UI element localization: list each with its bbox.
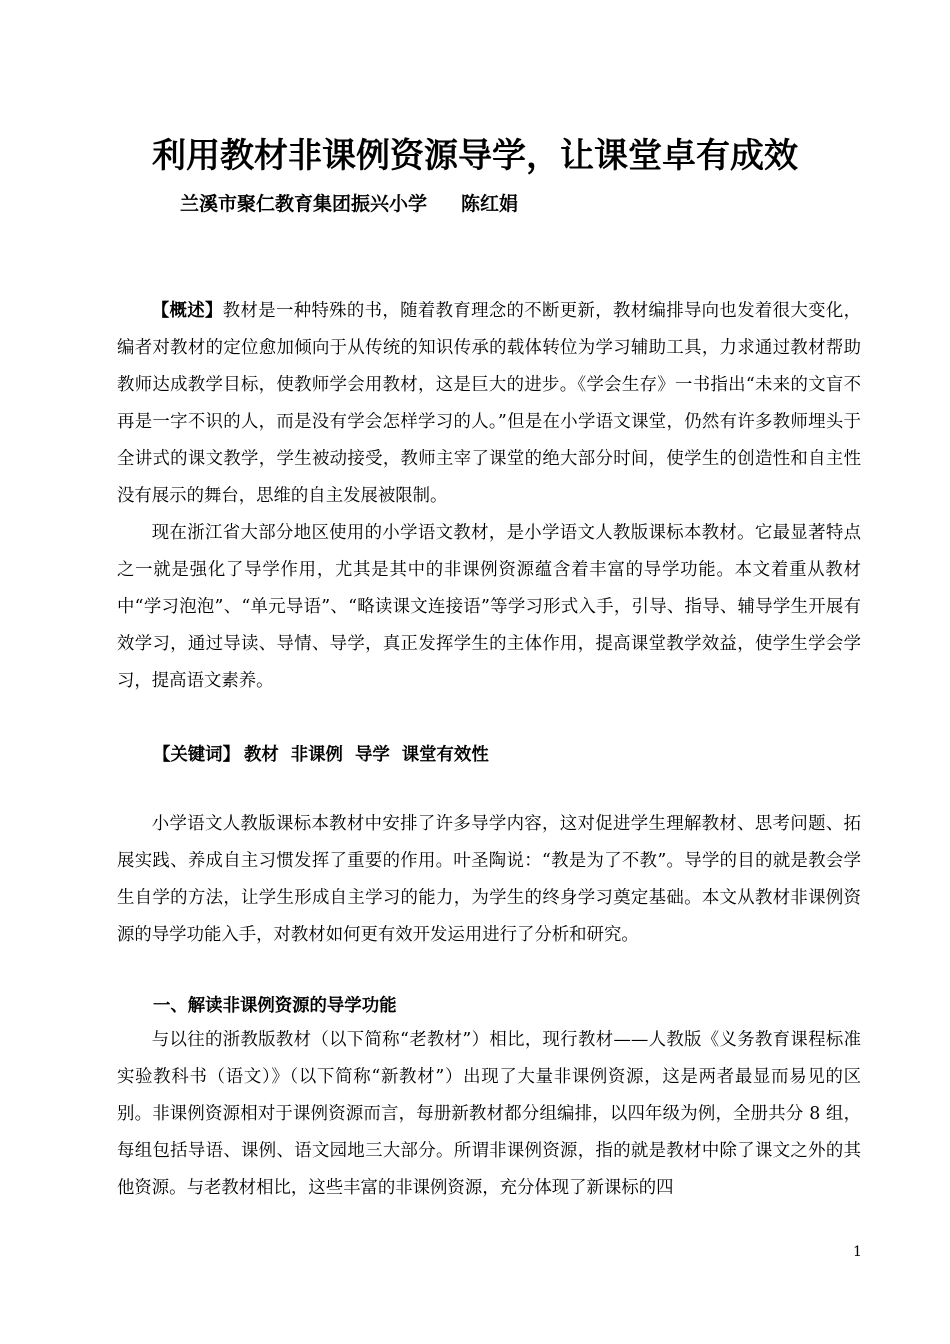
abstract-lead: 【概述】 <box>151 301 223 321</box>
intro-paragraph: 小学语文人教版课标本教材中安排了许多导学内容，这对促进学生理解教材、思考问题、拓展实践、养成自主习惯发挥了重要的作用。叶圣陶说：“教是为了不教”。导学的目的就是教会学生自学的方法，让学生形成自主学习的能力，为学生的终身学习奠定基础。本文从教材非课例资源的导学功能入手，对教材如何更有效开发运用进行了分析和研究。 <box>117 814 861 945</box>
section-paragraph-1: 与以往的浙教版教材（以下简称“老教材”）相比，现行教材——人教版《义务教育课程标准实验教科书（语文）》（以下简称“新教材”）出现了大量非课例资源，这是两者最显而易见的区别。非课例资源相对于课例资源而言，每册新教材都分组编排，以四年级为例，全册共分 8 组，每组包括导语、课例、语文园地三大部分。所谓非课例资源，指的就是教材中除了课文之外的其他资源。与老教材相比，这些丰富的非课例资源，充分体现了新课标的四 <box>117 1030 861 1198</box>
abstract-paragraph-1 <box>117 293 861 515</box>
document-title: 利用教材非课例资源导学，让课堂卓有成效 <box>152 136 798 176</box>
abstract-text-1: 教材是一种特殊的书，随着教育理念的不断更新，教材编排导向也发着很大变化，编者对教材的定位愈加倾向于从传统的知识传承的载体转位为学习辅助工具，力求通过教材帮助教师达成教学目标，使教师学会用教材，这是巨大的进步。《学会生存》一书指出“未来的文盲不再是一字不识的人，而是没有学会怎样学习的人。”但是在小学语文课堂，仍然有许多教师埋头于全讲式的课文教学，学生被动接受，教师主宰了课堂的绝大部分时间，使学生的创造性和自主性没有展示的舞台，思维的自主发展被限制。 <box>117 301 861 506</box>
abstract-section <box>117 293 861 700</box>
keyword-item: 课堂有效性 <box>401 745 489 765</box>
keywords-lead: 【关键词】 <box>153 745 240 765</box>
author-line <box>180 189 518 216</box>
author-school: 兰溪市聚仁教育集团振兴小学 <box>180 193 428 215</box>
keyword-item: 非课例 <box>290 745 343 765</box>
section-heading: 一、解读非课例资源的导学功能 <box>153 996 397 1016</box>
keyword-item: 导学 <box>354 745 390 765</box>
keywords-line <box>153 737 501 774</box>
abstract-paragraph-2: 现在浙江省大部分地区使用的小学语文教材，是小学语文人教版课标本教材。它最显著特点之一就是强化了导学作用，尤其是其中的非课例资源蕴含着丰富的导学功能。本文着重从教材中“学习泡泡”、“单元导语”、“略读课文连接语”等学习形式入手，引导、指导、辅导学生开展有效学习，通过导读、导情、导学，真正发挥学生的主体作用，提高课堂教学效益，使学生学会学习，提高语文素养。 <box>117 523 861 691</box>
intro-section <box>117 806 861 954</box>
keyword-item: 教材 <box>243 745 279 765</box>
section-body <box>117 1022 861 1207</box>
page-number: 1 <box>853 1244 862 1260</box>
author-name: 陈红娟 <box>461 193 519 215</box>
